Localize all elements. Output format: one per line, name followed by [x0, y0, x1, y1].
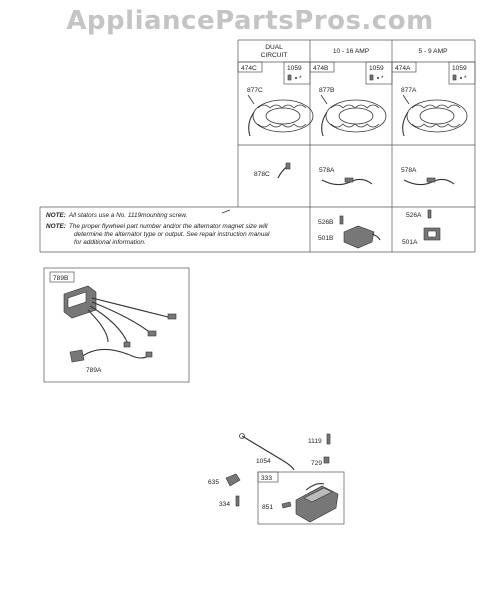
col3-wire-label: 578A [401, 167, 417, 174]
col2-stator-part: 474B [313, 65, 329, 72]
terminal-icon [146, 352, 152, 357]
harness-box-label: 789B [53, 275, 69, 282]
lead-plug-icon [70, 350, 84, 362]
lead-wire [80, 349, 148, 358]
svg-text:*: * [299, 75, 302, 82]
col2-regulator-label: 501B [318, 235, 334, 242]
harness-wire [90, 306, 128, 344]
col1-coil-label: 877C [247, 87, 263, 94]
screw-icon [282, 502, 291, 508]
regulator-face-icon [428, 231, 436, 237]
sensor-label: 635 [208, 479, 220, 486]
harness-box [44, 268, 189, 382]
screw-icon [236, 496, 239, 506]
stator-coil-icon [403, 95, 467, 136]
harness-part-label: 789A [86, 367, 102, 374]
col2-header: 10 - 16 AMP [332, 48, 370, 55]
screw-left-label: 334 [219, 501, 231, 508]
connector-icon [345, 178, 353, 182]
col3-coil-label: 877A [401, 87, 417, 94]
col3-header: 5 - 9 AMP [418, 48, 448, 55]
stator-coil-icon [321, 95, 386, 136]
col3-screw-label: 526A [406, 212, 422, 219]
col2-wire-label: 578A [319, 167, 335, 174]
harness-wire [92, 302, 152, 334]
screw-icon [340, 216, 343, 224]
col1-wire-label: 878C [254, 171, 270, 178]
col2-screw-label: 526B [318, 219, 334, 226]
screw-icon [428, 210, 431, 218]
module-box-label: 333 [261, 475, 273, 482]
col3-regulator-label: 501A [402, 239, 418, 246]
col1-header-line2: CIRCUIT [260, 52, 288, 59]
screw-box-label: 851 [262, 504, 274, 511]
svg-text:*: * [464, 75, 467, 82]
screw-icon [453, 75, 467, 82]
screw-icon [324, 457, 329, 463]
stator-coil-icon [248, 95, 313, 136]
connector-icon [427, 178, 435, 182]
note-2-line2: determine the alternator type or output. See repair instruction manual [74, 231, 270, 238]
col2-screw-part: 1059 [369, 65, 384, 72]
terminal-icon [148, 331, 156, 336]
regulator-icon [344, 226, 374, 248]
col3-stator-part: 474A [395, 65, 411, 72]
watermark: AppliancePartsPros.com [66, 6, 434, 36]
rod-label: 1054 [256, 458, 271, 465]
mounting-screw-icon [222, 210, 230, 213]
stator-table [40, 40, 475, 252]
harness-wire [88, 310, 108, 342]
diode-icon [286, 163, 290, 169]
col1-screw-part: 1059 [287, 65, 302, 72]
terminal-icon [168, 314, 176, 319]
bottom-parts [208, 434, 344, 525]
col1-header-line1: DUAL [265, 44, 283, 51]
sensor-icon [226, 474, 240, 486]
col1-stator-part: 474C [241, 65, 257, 72]
col3-screw-part: 1059 [452, 65, 467, 72]
note-2: NOTE: The proper flywheel part number and/or the alternator magnet size will [46, 223, 268, 230]
note-2-line3: for additional information. [74, 239, 146, 246]
screw-top-label: 1119 [308, 438, 322, 445]
screw-icon [370, 75, 384, 82]
note-1: NOTE: All stators use a No. 1119mounting screw. [46, 212, 188, 219]
col2-coil-label: 877B [319, 87, 335, 94]
harness-box-border [44, 268, 189, 382]
screw-mid-label: 729 [311, 460, 323, 467]
terminal-icon [124, 342, 130, 347]
svg-text:*: * [381, 75, 384, 82]
screw-icon [327, 434, 330, 444]
screw-icon [288, 75, 302, 82]
